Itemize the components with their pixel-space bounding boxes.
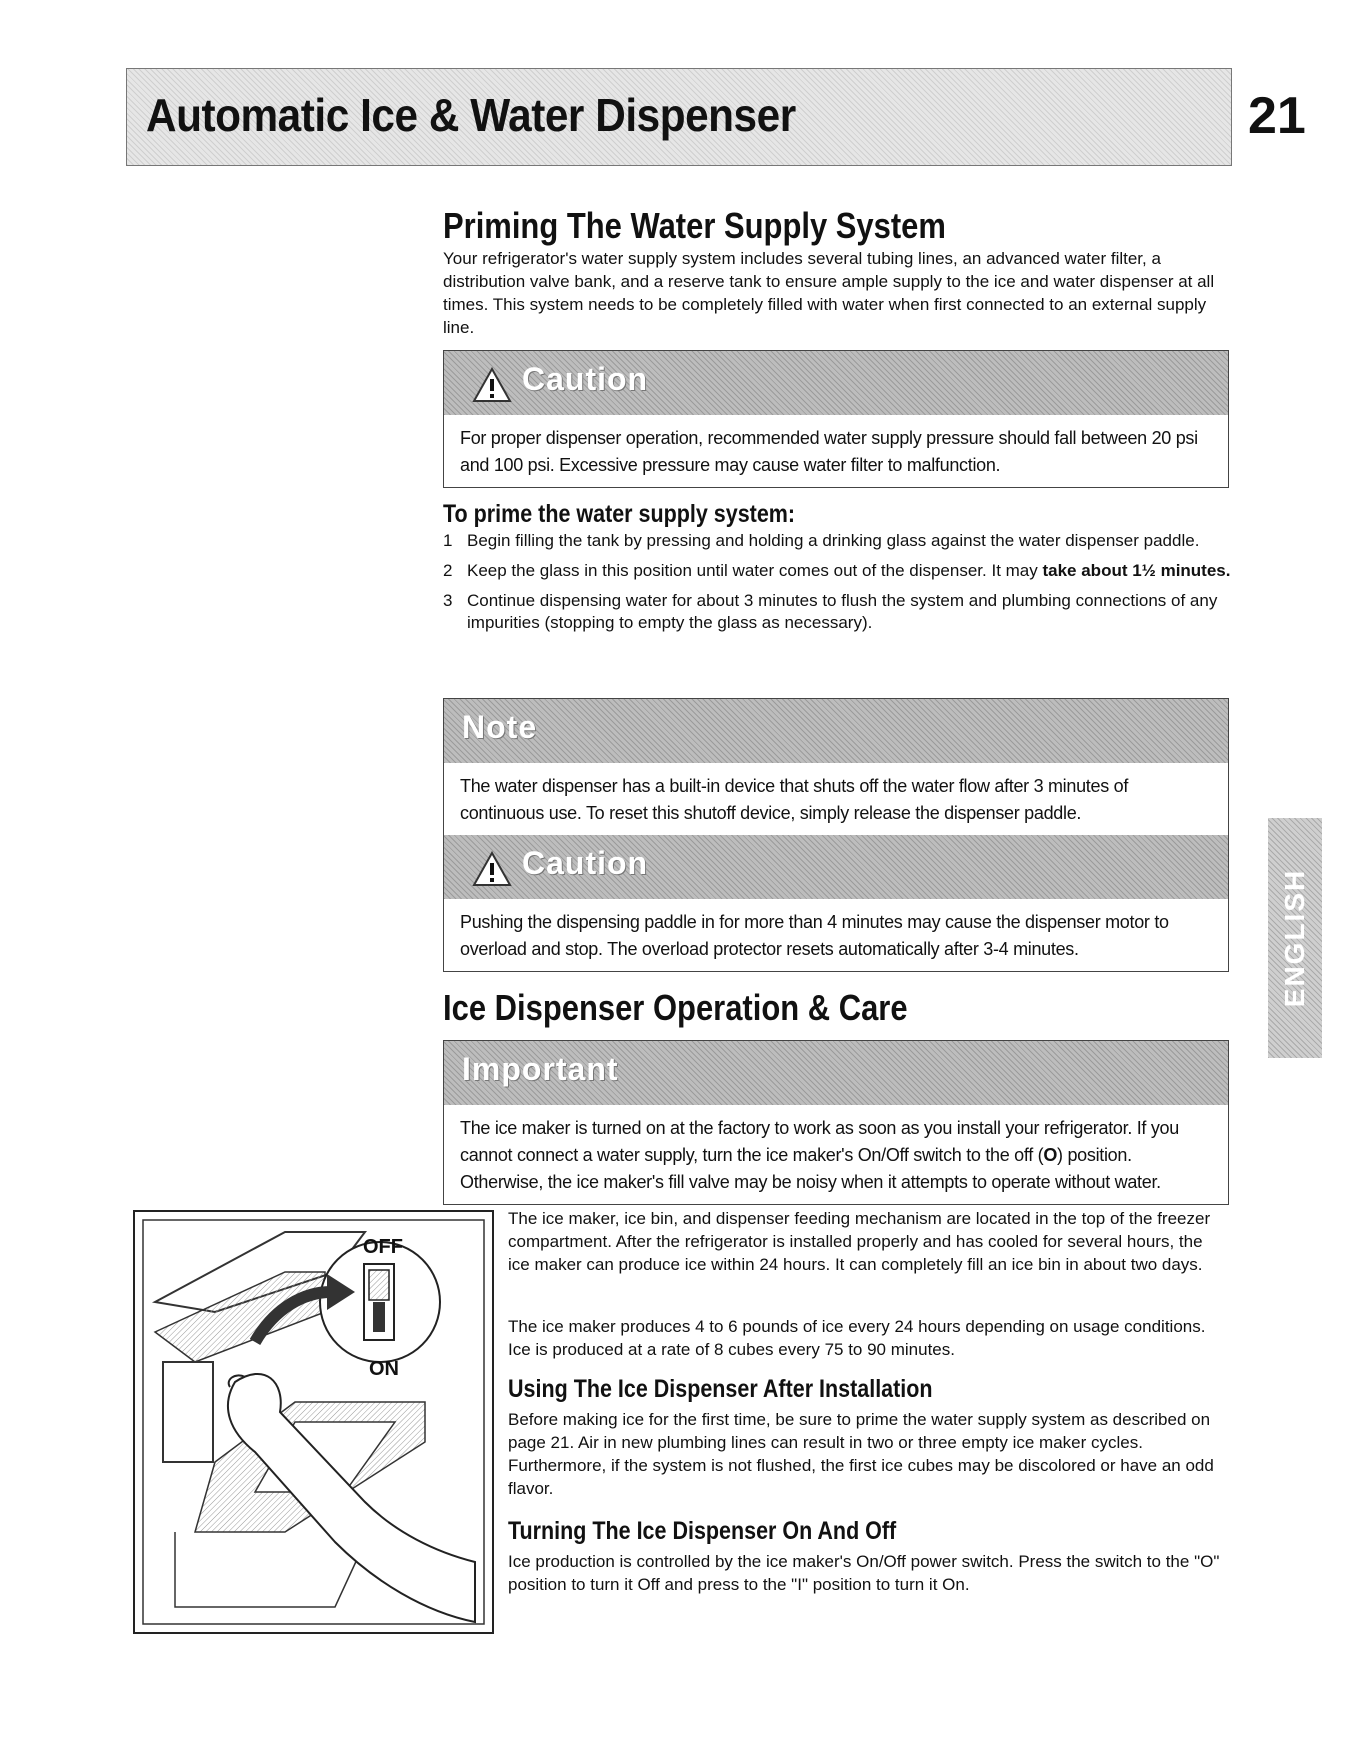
important-text-b: ) position. Otherwise, the ice maker's fill valve may be noisy when it attempts to operate without water. <box>460 1145 1161 1192</box>
prime-steps <box>443 530 1233 642</box>
step-emphasis: take about 1½ minutes. <box>1042 561 1231 580</box>
step-text: Continue dispensing water for about 3 minutes to flush the system and plumbing connections of any impurities (stopping to empty the glass as necessary). <box>467 591 1218 632</box>
priming-intro: Your refrigerator's water supply system includes several tubing lines, an advanced water filter, a distribution valve bank, and a reserve tank to ensure ample supply to the ice and water dispenser at all times. This system needs to be completely filled with water when first connected to an external supply line. <box>443 249 1215 337</box>
note-text: The water dispenser has a built-in device that shuts off the water flow after 3 minutes of continuous use. To reset this shutoff device, simply release the dispenser paddle. <box>460 776 1129 823</box>
important-text <box>444 1105 1228 1204</box>
using-heading: Using The Ice Dispenser After Installation <box>508 1375 933 1403</box>
to-prime-heading: To prime the water supply system: <box>443 500 796 528</box>
page-number: 21 <box>1248 87 1306 145</box>
step-text: Begin filling the tank by pressing and holding a drinking glass against the water dispenser paddle. <box>467 531 1200 550</box>
ice-maker-paragraph-1: The ice maker, ice bin, and dispenser feeding mechanism are located in the top of the freezer compartment. After the refrigerator is installed properly and has cooled for several hours, the ice maker can produce ice within 24 hours. It can completely fill an ice bin in about two days. <box>508 1209 1211 1274</box>
caution-title: Caution <box>522 361 649 397</box>
using-text: Before making ice for the first time, be sure to prime the water supply system as described on page 21. Air in new plumbing lines can result in two or three empty ice maker cycles. Furthermore, if the system is not flushed, the first ice cubes may be discolored or have an odd flavor. <box>508 1410 1214 1498</box>
language-tab-label: ENGLISH <box>1279 868 1310 1008</box>
caution-band <box>444 835 1228 899</box>
important-box <box>443 1040 1229 1205</box>
ice-heading: Ice Dispenser Operation & Care <box>443 987 908 1028</box>
caution-band <box>444 351 1228 415</box>
off-label: OFF <box>363 1236 403 1258</box>
important-band <box>444 1041 1228 1105</box>
note-title: Note <box>462 709 538 745</box>
ice-maker-illustration <box>133 1210 494 1634</box>
step-text: Keep the glass in this position until water comes out of the dispenser. It may <box>467 561 1043 580</box>
ice-maker-drawing <box>135 1212 492 1632</box>
step-number: 2 <box>443 561 453 580</box>
list-item <box>443 590 1233 634</box>
ice-maker-paragraph-2: The ice maker produces 4 to 6 pounds of ice every 24 hours depending on usage conditions. Ice is produced at a rate of 8 cubes every 75 to 90 minutes. <box>508 1317 1206 1359</box>
important-text-bold: O <box>1043 1145 1058 1165</box>
warning-icon <box>472 367 512 403</box>
turning-text: Ice production is controlled by the ice maker's On/Off power switch. Press the switch to the "O" position to turn it Off and press to the "I" position to turn it On. <box>508 1552 1220 1594</box>
language-tab <box>1268 818 1322 1058</box>
priming-heading: Priming The Water Supply System <box>443 205 946 246</box>
list-item <box>443 560 1233 582</box>
caution-text: Pushing the dispensing paddle in for more than 4 minutes may cause the dispenser motor to overload and stop. The overload protector resets automatically after 3-4 minutes. <box>460 912 1169 959</box>
step-number: 1 <box>443 531 453 550</box>
caution-title: Caution <box>522 845 649 881</box>
caution-text: For proper dispenser operation, recommended water supply pressure should fall between 20 psi and 100 psi. Excessive pressure may cause water filter to malfunction. <box>460 428 1198 475</box>
on-label: ON <box>369 1358 399 1380</box>
list-item <box>443 530 1233 552</box>
important-text-a: The ice maker is turned on at the factory to work as soon as you install your refrigerator. If you cannot connect a water supply, turn the ice maker's On/Off switch to the off ( <box>460 1118 1179 1165</box>
caution-box-1 <box>443 350 1229 488</box>
page-title: Automatic Ice & Water Dispenser <box>146 89 796 141</box>
important-title: Important <box>462 1051 619 1087</box>
step-number: 3 <box>443 591 453 610</box>
note-band <box>444 699 1228 763</box>
turning-heading: Turning The Ice Dispenser On And Off <box>508 1517 897 1545</box>
note-box <box>443 698 1229 972</box>
warning-icon <box>472 851 512 887</box>
